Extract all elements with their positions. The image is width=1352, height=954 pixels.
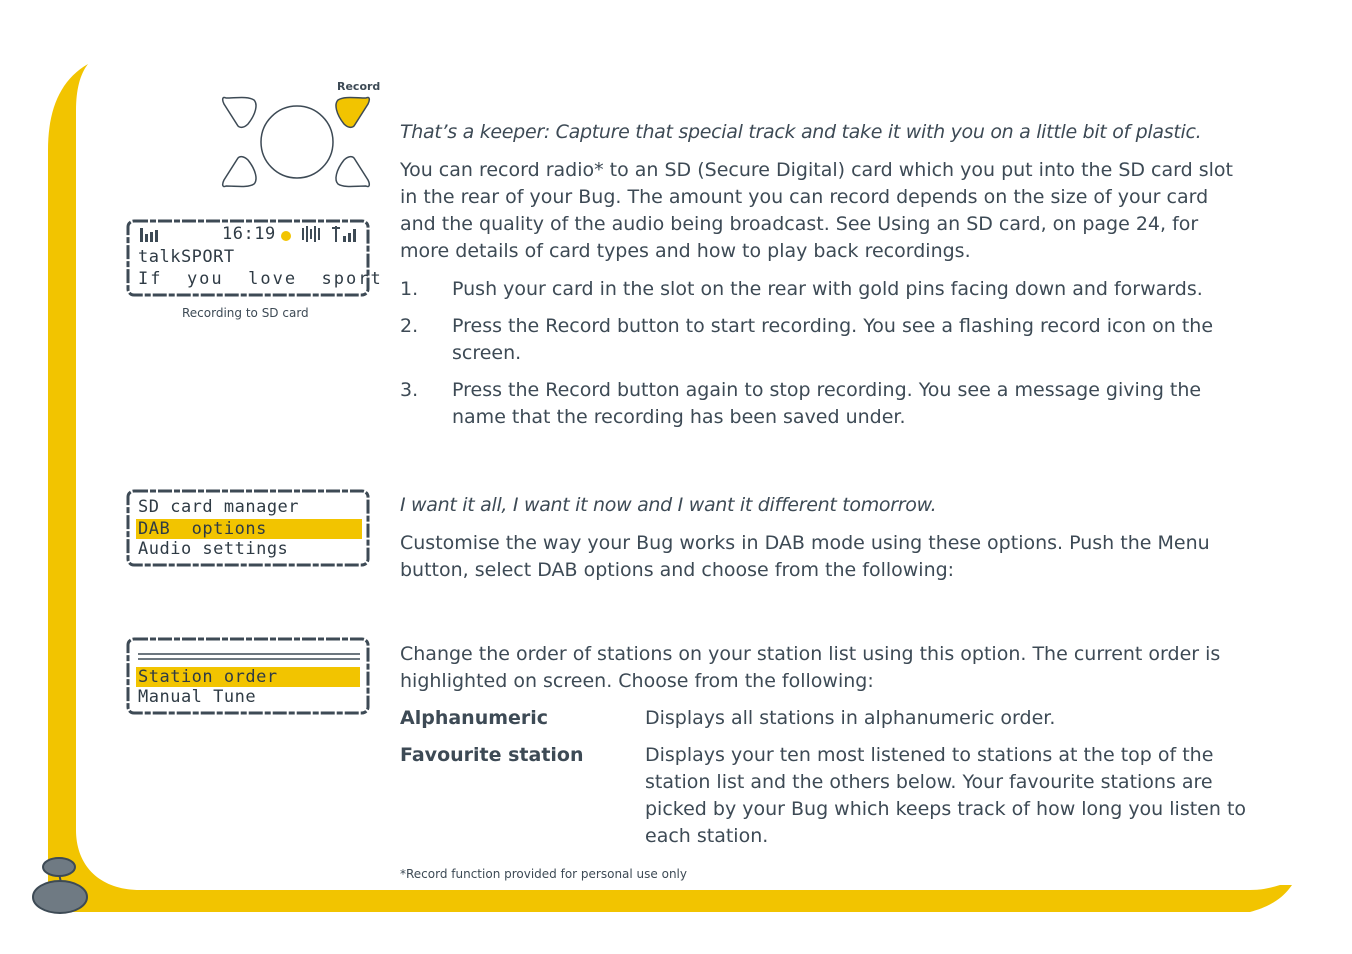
paragraph-line: You can record radio* to an SD (Secure Digital) card which you put into the SD card slot <box>400 159 1233 181</box>
recording-paragraph <box>400 157 1280 265</box>
paragraph-line: more details of card types and how to play back recordings. <box>400 240 971 262</box>
display-caption: Recording to SD card <box>182 306 309 320</box>
step-line: Press the Record button again to stop recording. You see a message giving the <box>452 379 1202 401</box>
menu-item-dab-options: DAB options <box>138 519 267 539</box>
lcd-time: 16:19 <box>222 224 276 244</box>
step-number: 2. <box>400 315 419 337</box>
definition-favourite-station <box>645 742 1285 850</box>
paragraph-line: button, select DAB options and choose from the following: <box>400 559 955 581</box>
definition-line: station list and the others below. Your favourite stations are <box>645 771 1213 793</box>
record-button-label: Record <box>337 80 381 93</box>
lcd-display-menu <box>126 488 370 568</box>
menu-item-audio-settings: Audio settings <box>138 539 289 559</box>
stereo-icon <box>300 224 322 244</box>
definition-alphanumeric <box>645 705 1285 732</box>
paragraph-line: and the quality of the audio being broadcast. See Using an SD card, on page 24, for <box>400 213 1199 235</box>
record-dot-icon <box>279 229 293 243</box>
step-line: Push your card in the slot on the rear with gold pins facing down and forwards. <box>452 278 1203 300</box>
paragraph-line: highlighted on screen. Choose from the following: <box>400 670 874 692</box>
section-heading-recording: That’s a keeper: Capture that special track and take it with you on a little bit of plastic. <box>400 121 1202 143</box>
menu-item-manual-tune: Manual Tune <box>138 687 257 707</box>
paragraph-line: Change the order of stations on your station list using this option. The current order is <box>400 643 1221 665</box>
step-line: Press the Record button to start recording. You see a flashing record icon on the <box>452 315 1214 337</box>
station-order-paragraph <box>400 641 1280 695</box>
step-text <box>452 377 1282 431</box>
term-alphanumeric: Alphanumeric <box>400 707 549 729</box>
page-corner-buttons-icon <box>30 855 92 917</box>
signal-strength-icon <box>138 224 160 244</box>
definition-line: picked by your Bug which keeps track of how long you listen to <box>645 798 1247 820</box>
footnote: *Record function provided for personal use only <box>400 867 687 881</box>
menu-item-sd-card-manager: SD card manager <box>138 497 300 517</box>
lcd-display-recording <box>126 218 383 298</box>
definition-line: Displays your ten most listened to stations at the top of the <box>645 744 1214 766</box>
definition-line: each station. <box>645 825 769 847</box>
lcd-scrolling-text: If you love sport <box>138 269 383 289</box>
definition-line: Displays all stations in alphanumeric order. <box>645 707 1056 729</box>
control-pad-icon <box>218 80 381 192</box>
section-heading-dab-options: I want it all, I want it now and I want it different tomorrow. <box>400 494 937 516</box>
step-number: 3. <box>400 379 419 401</box>
paragraph-line: Customise the way your Bug works in DAB mode using these options. Push the Menu <box>400 532 1210 554</box>
step-line: name that the recording has been saved under. <box>452 406 906 428</box>
step-text <box>452 276 1282 303</box>
paragraph-line: in the rear of your Bug. The amount you can record depends on the size of your card <box>400 186 1209 208</box>
dab-options-paragraph <box>400 530 1280 584</box>
lcd-display-station-order <box>126 636 370 716</box>
step-line: screen. <box>452 342 522 364</box>
lcd-station-name: talkSPORT <box>138 247 235 267</box>
antenna-signal-icon <box>332 224 360 244</box>
term-favourite-station: Favourite station <box>400 744 584 766</box>
step-number: 1. <box>400 278 419 300</box>
step-text <box>452 313 1282 367</box>
menu-item-station-order: Station order <box>138 667 278 687</box>
